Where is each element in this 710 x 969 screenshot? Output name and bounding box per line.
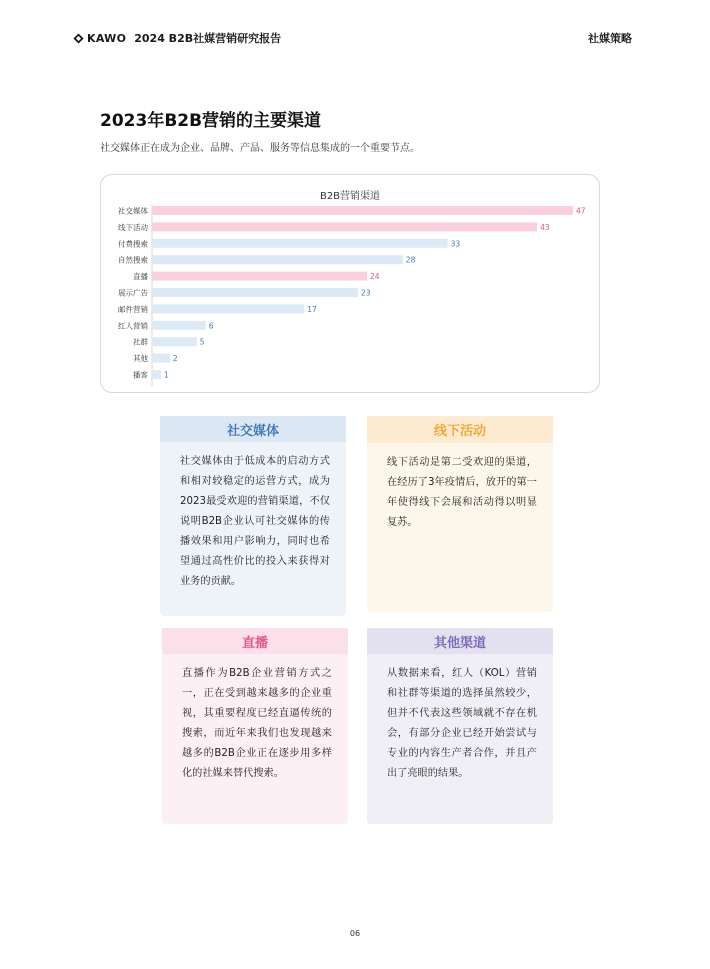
card-live-streaming (162, 628, 348, 824)
card-offline-events (367, 416, 553, 612)
value-label: 43 (540, 222, 550, 232)
category-label: 红人营销 (118, 321, 148, 331)
category-label: 线下活动 (118, 222, 148, 232)
report-title: 2024 B2B社媒营销研究报告 (134, 32, 282, 45)
bar (152, 288, 358, 297)
report-header (73, 30, 281, 46)
value-label: 28 (405, 255, 416, 265)
card-offline-events-body: 线下活动是第二受欢迎的渠道，在经历了3年疫情后，放开的第一年使得线下会展和活动得以明显复苏。 (387, 457, 537, 528)
bar (152, 239, 448, 248)
card-social-media (160, 416, 346, 616)
page-number: 06 (349, 929, 361, 938)
card-other-channels-body: 从数据来看，红人（KOL）营销和社群等渠道的选择虽然较少，但并不代表这些领域就不存在机会，有部分企业已经开始尝试与专业的内容生产者合作，并且产出了亮眼的结果。 (387, 668, 537, 779)
bar (152, 206, 573, 215)
kawo-logo-icon (73, 33, 84, 44)
category-label: 自然搜索 (118, 255, 148, 265)
category-label: 社交媒体 (118, 206, 148, 216)
value-label: 5 (199, 337, 205, 347)
page-title: 2023年B2B营销的主要渠道 (100, 111, 322, 131)
category-label: 展示广告 (118, 288, 148, 298)
card-social-media-body: 社交媒体由于低成本的启动方式和相对较稳定的运营方式，成为2023最受欢迎的营销渠道，不仅说明B2B企业认可社交媒体的传播效果和用户影响力，同时也希望通过高性价比的投入来获得对业务的贡献。 (180, 456, 330, 587)
page-subtitle: 社交媒体正在成为企业、品牌、产品、服务等信息集成的一个重要节点。 (100, 143, 420, 154)
chart-container (100, 174, 600, 393)
category-label: 其他 (133, 354, 148, 364)
category-label: 付费搜索 (118, 239, 148, 249)
value-label: 33 (450, 239, 461, 249)
bar (152, 354, 170, 363)
bar (152, 370, 161, 379)
value-label: 23 (361, 288, 371, 298)
card-social-media-title: 社交媒体 (160, 416, 346, 442)
value-label: 1 (163, 370, 169, 380)
card-live-streaming-body: 直播作为B2B企业营销方式之一，正在受到越来越多的企业重视，其重要程度已经直逼传统的搜索，而近年来我们也发现越来越多的B2B企业正在逐步用多样化的社媒来替代搜索。 (182, 668, 332, 779)
section-label: 社媒策略 (588, 32, 632, 45)
bar (152, 321, 206, 330)
value-label: 2 (172, 354, 178, 364)
bar (152, 304, 304, 313)
card-offline-events-title: 线下活动 (367, 416, 553, 443)
bar (152, 222, 537, 231)
card-other-channels-title: 其他渠道 (367, 628, 553, 654)
bar (152, 255, 403, 264)
logo-text: KAWO (87, 31, 127, 45)
card-live-streaming-title: 直播 (162, 628, 348, 654)
value-label: 24 (369, 272, 380, 282)
card-other-channels (367, 628, 553, 824)
category-label: 播客 (133, 370, 148, 380)
value-label: 6 (208, 321, 214, 331)
category-label: 直播 (133, 272, 148, 282)
bar (152, 337, 197, 346)
chart-title: B2B营销渠道 (319, 191, 381, 202)
bar (152, 272, 367, 281)
bar-chart (101, 175, 601, 394)
category-label: 邮件营销 (118, 304, 148, 314)
value-label: 17 (307, 304, 317, 314)
value-label: 47 (576, 206, 586, 216)
category-label: 社群 (133, 337, 148, 347)
